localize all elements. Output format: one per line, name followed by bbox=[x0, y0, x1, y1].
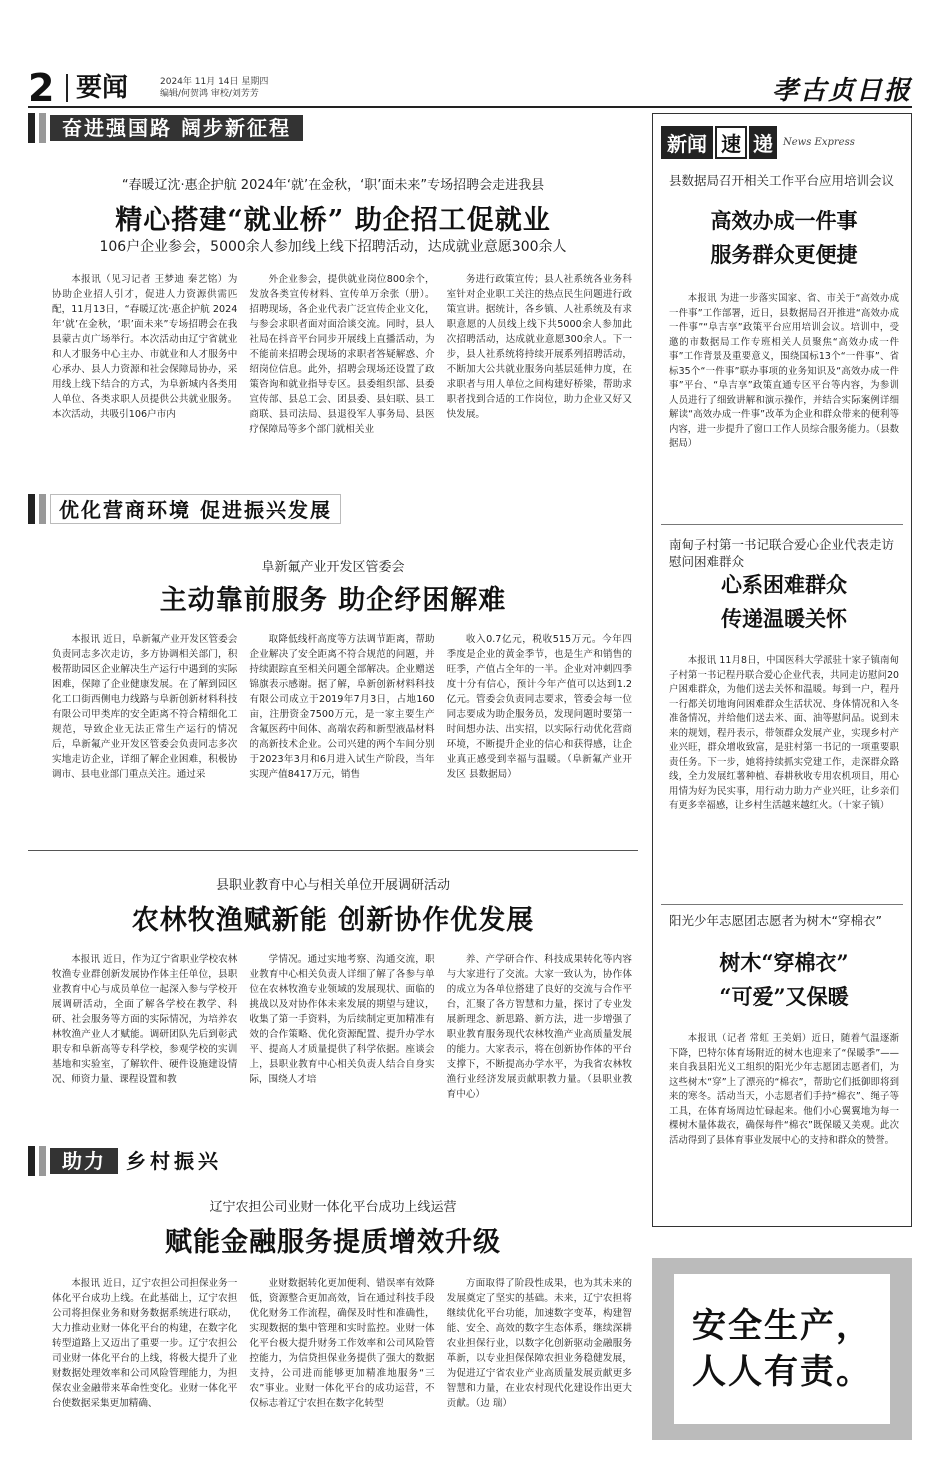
article4-col1 bbox=[52, 1276, 237, 1442]
article1-headline: 精心搭建“就业桥” 助企招工促就业 bbox=[115, 205, 551, 236]
article2-headline: 主动靠前服务 助企纾困解难 bbox=[159, 585, 507, 616]
sidebar-item1-kicker: 县数据局召开相关工作平台应用培训会议 bbox=[669, 173, 895, 188]
paragraph: 业财数据转化更加便利、错误率有效降低，资源整合更加高效，旨在通过科技手段优化财务工作流程，确保及时性和准确性，实现数据的集中管理和实时监控。业财一体化平台极大提升财务工作效率和公司风险管控能力，为信贷担保业务提供了强大的数据支持，公司进而能够更加精准地服务“三农”事业。业财一体化平台的成功运营，不仅标志着辽宁农担在数字化转型 bbox=[249, 1278, 435, 1409]
sidebar-item3-headline1: 树木“穿棉衣” bbox=[719, 950, 849, 975]
paragraph: 取降低线杆高度等方法调节距离，帮助企业解决了安全距离不符合规范的问题，并持续跟踪直至相关问题全部解决。企业赠送锦旗表示感谢。据了解，阜新创新材料科技有限公司成立于2019年7月3日，占地160亩，注册资金7500万元，是一家主要生产含氟医药中间体、高端农药和新型液晶材料的高新技术企业。公司兴建的两个车间分别于2023年3月和6月进入试生产阶段，当年实现产值8417万元，销售 bbox=[249, 634, 435, 780]
banner-bar bbox=[39, 113, 46, 143]
sidebar-item2-headline1: 心系困难群众 bbox=[721, 572, 847, 597]
article4-kicker: 辽宁农担公司业财一体化平台成功上线运营 bbox=[209, 1200, 457, 1215]
article1-kicker: “春暖辽沈·惠企护航 2024年‘就’在金秋，‘职’面未来”专场招聘会走进我县 bbox=[121, 178, 545, 193]
banner-bar bbox=[39, 494, 46, 524]
article4-col3 bbox=[447, 1276, 632, 1442]
paragraph: 收入0.7亿元，税收515万元。今年四季度是企业的黄金季节，也是生产和销售的旺季，产值占全年的一半。企业对冲刺四季度十分有信心，预计今年产值可以达到1.2亿元。管委会负责同志要求，管委会每一位同志要成为助企服务员，发现问题时要第一时间想办法、出实招，以实际行动优化营商环境，不断提升企业的信心和获得感，让企业真正感受到幸福与温暖。（阜新氟产业开发区 县数据局） bbox=[446, 634, 632, 780]
paragraph: 务进行政策宣传；县人社系统各业务科室针对企业职工关注的热点民生问题进行政策宣讲。据统计，各乡镇、人社系统及有求职意愿的人员线上线下共5000余人参加此次招聘活动，达成就业意愿300余人。下一步，县人社系统将持续开展系列招聘活动，不断加大公共就业服务向基层延伸力度，在求职者与用人单位之间构建好桥梁，帮助求职者找到合适的工作岗位，助力企业又好又快发展。 bbox=[446, 274, 632, 420]
article2-kicker: 阜新氟产业开发区管委会 bbox=[261, 560, 405, 575]
banner-bar bbox=[39, 1146, 46, 1176]
paragraph: 本报讯（记者 常虹 王美娟）近日，随着气温逐渐下降，巴特尔体育场附近的树木也迎来了“保暖季”——来自我县阳光义工组织的阳光少年志愿团志愿者们，为这些树木“穿”上了漂亮的“棉衣”，帮助它们抵御即将到来的寒冬。活动当天，小志愿者们手持“棉衣”、绳子等工具，在体育场周边忙碌起来。他们小心翼翼地为每一棵树木量体裁衣，确保每件“棉衣”既保暖又美观。此次活动得到了县体育事业发展中心的支持和群众的赞誉。 bbox=[669, 1033, 899, 1146]
safety-ad bbox=[652, 1258, 912, 1440]
banner-bar bbox=[28, 113, 35, 143]
sidebar-item3-body bbox=[669, 1032, 899, 1220]
editors-text: 编辑/何贺鸿 审校/刘芳芳 bbox=[160, 89, 259, 99]
news-express-sidebar bbox=[652, 113, 912, 1227]
article4-col2 bbox=[249, 1276, 434, 1442]
article1-col2 bbox=[249, 272, 434, 468]
article1-col3 bbox=[447, 272, 632, 468]
paragraph: 外企业参会，提供就业岗位800余个，发放各类宣传材料、宣传单万余张（册）。招聘现场，各企业代表广泛宣传企业文化，与参会求职者面对面洽谈交流。同时，县人社局在抖音平台同步开展线上直播活动，为不能前来招聘会现场的求职者答疑解惑、介绍岗位信息。此外，招聘会现场还设置了政策咨询和就业指导专区。县委组织部、县委宣传部、县总工会、团县委、县妇联、县工商联、县司法局、县退役军人事务局、县医疗保障局等多个部门就相关业 bbox=[249, 274, 435, 435]
article1-deck: 106户企业参会，5000余人参加线上线下招聘活动，达成就业意愿300余人 bbox=[99, 239, 567, 255]
sidebar-item2-body bbox=[669, 654, 899, 894]
sidebar-item1-body bbox=[669, 292, 899, 514]
page-number: 2 bbox=[28, 66, 55, 110]
page-header bbox=[28, 68, 912, 108]
sidebar-header-fast: 速 bbox=[715, 126, 747, 159]
sidebar-header-deliver: 递 bbox=[749, 126, 777, 159]
sidebar-header bbox=[661, 122, 903, 162]
paragraph: 学情况。通过实地考察、沟通交流，职业教育中心相关负责人详细了解了各参与单位在农林牧渔专业领域的发展现状、面临的挑战以及对协作体未来发展的期望与建议，收集了第一手资料，为后续制定更加精准有效的合作策略、优化资源配置、提升办学水平、提高人才质量提供了科学依据。座谈会上，县职业教育中心相关负责人结合自身实际，围绕人才培 bbox=[249, 954, 435, 1085]
article2-col3 bbox=[447, 632, 632, 830]
safety-ad-line1: 安全生产， bbox=[692, 1306, 872, 1346]
section-name: 要闻 bbox=[66, 74, 128, 102]
sidebar-item3-kicker: 阳光少年志愿团志愿者为树木“穿棉衣” bbox=[669, 913, 882, 928]
paragraph: 养、产学研合作、科技成果转化等内容与大家进行了交流。大家一致认为，协作体的成立为各单位搭建了良好的交流与合作平台，汇聚了各方智慧和力量，探讨了专业发展新理念、新思路、新方法，进一步增强了职业教育服务现代农林牧渔产业高质量发展的能力。大家表示，将在创新协作体的平台支撑下，不断提高办学水平，为我省农林牧渔行业经济发展贡献职教力量。（县职业教育中心） bbox=[446, 954, 632, 1100]
paragraph: 本报讯 为进一步落实国家、省、市关于“高效办成一件事”工作部署，近日，县数据局召开推进“高效办成一件事”“阜吉享”政策平台应用培训会议。培训中，受邀的市数据局工作专班相关人员聚焦“高效办成一件事”工作背景及重要意义，围绕国标13个“一件事”、省标35个“一件事”联办事项的业务知识及“高效办成一件事”平台、“阜吉享”政策直通专区平台等内容，为参训人员进行了细致讲解和演示操作，并结合实际案例详细解读“高效办成一件事”改革为企业和群众带来的便利等内容，进一步提升了窗口工作人员综合服务能力。（县数据局） bbox=[669, 293, 899, 449]
article2-col2 bbox=[249, 632, 434, 830]
sidebar-header-english: News Express bbox=[783, 136, 855, 148]
article3-body bbox=[52, 952, 632, 1120]
sidebar-item1-headline2: 服务群众更便捷 bbox=[710, 242, 858, 267]
banner-bar bbox=[28, 1146, 35, 1176]
banner-bar bbox=[28, 494, 35, 524]
article3-kicker: 县职业教育中心与相关单位开展调研活动 bbox=[215, 878, 450, 893]
article3-headline: 农林牧渔赋新能 创新协作优发展 bbox=[131, 905, 535, 936]
article3-col1 bbox=[52, 952, 237, 1120]
sidebar-header-news: 新闻 bbox=[661, 126, 713, 159]
paragraph: 本报讯 11月8日，中国医科大学派驻十家子镇南甸子村第一书记程丹联合爱心企业代表，共同走访慰问20户困难群众，为他们送去关怀和温暖。每到一户，程丹一行都关切地询问困难群众生活状况、身体情况和入冬准备情况，并给他们送去米、面、油等慰问品。说到未来的规划，程丹表示，带领群众发展产业，实现乡村产业兴旺，群众增收致富，是驻村第一书记的一项重要职责任务。下一步，她将持续抓实党建工作，走深群众路线，全力发展红薯种植、春耕秋收专用农机项目，用心用情为好为民实事，用行动力助力产业兴旺，让乡亲们有更多幸福感，让乡村生活越来越红火。（十家子镇） bbox=[669, 655, 899, 811]
safety-ad-line2: 人人有责。 bbox=[692, 1352, 872, 1392]
paragraph: 本报讯 近日，辽宁农担公司担保业务一体化平台成功上线。在此基础上，辽宁农担公司将担保业务和财务数据系统进行联动，大力推动业财一体化平台的构建，在数字化转型道路上又迈出了重要一步。辽宁农担公司业财一体化平台的上线，将极大提升了业财数据处理效率和公司风险管理能力，为担保农业金融带来革命性变化。业财一体化平台使数据采集更加精确、 bbox=[52, 1278, 238, 1409]
divider bbox=[28, 850, 638, 851]
sidebar-divider bbox=[661, 524, 903, 525]
article4-body bbox=[52, 1276, 632, 1442]
banner-text: 优化营商环境 促进振兴发展 bbox=[50, 494, 341, 524]
paragraph: 本报讯 近日，作为辽宁省职业学校农林牧渔专业群创新发展协作体主任单位，县职业教育中心与成员单位一起深入参与学校开展调研活动，全面了解各学校在教学、科研、社会服务等方面的实际情况，为培养农林牧渔产业人才赋能。调研团队先后到彰武职专和阜新高等专科学校，参观学校的实训基地和实验室，了解软件、硬件设施建设情况、师资力量、课程设置和教 bbox=[52, 954, 238, 1085]
sidebar-item2-kicker: 南甸子村第一书记联合爱心企业代表走访慰问困难群众 bbox=[669, 537, 895, 569]
banner-text-a: 助力 bbox=[50, 1148, 118, 1174]
article2-col1 bbox=[52, 632, 237, 830]
sidebar-item2-headline2: 传递温暖关怀 bbox=[721, 606, 847, 631]
banner-text: 奋进强国路 阔步新征程 bbox=[50, 115, 303, 141]
paper-name: 孝古贞日报 bbox=[771, 76, 912, 106]
paragraph: 本报讯（见习记者 王梦迪 秦艺铭）为协助企业招人引才，促进人力资源供需匹配，11月13日，“春暖辽沈·惠企护航 2024年‘就’在金秋，‘职’面未来”专场招聘会在我县蒙古贞广场举行。本次活动由辽宁省就业和人才服务中心主办、市就业和人才服务中心承办、县人力资源和社会保障局协办，采用线上线下结合的方式，为阜新城内各类用人单位、各类求职人员提供公共就业服务。本次活动，共吸引106户市内 bbox=[52, 274, 238, 420]
safety-ad-panel bbox=[674, 1274, 890, 1424]
banner-text-b: 乡村振兴 bbox=[126, 1149, 222, 1173]
paragraph: 方面取得了阶段性成果，也为其未来的发展奠定了坚实的基础。未来，辽宁农担将继续优化平台功能，加速数字变革，构建智能、安全、高效的数字生态体系，继续深耕农业担保行业，以数字化创新驱动金融服务革新，以专业担保保障农担业务稳健发展，为促进辽宁省农业产业高质量发展贡献更多智慧和力量，在业农村现代化建设作出更大贡献。（边 瑞） bbox=[446, 1278, 632, 1409]
article4-headline: 赋能金融服务提质增效升级 bbox=[165, 1227, 501, 1258]
article1-col1 bbox=[52, 272, 237, 468]
banner-striving bbox=[28, 113, 303, 143]
banner-rural bbox=[28, 1146, 230, 1176]
sidebar-item3-headline2: “可爱”又保暖 bbox=[719, 984, 849, 1009]
paragraph: 本报讯 近日，阜新氟产业开发区管委会负责同志多次走访，多方协调相关部门，积极帮助园区企业解决生产运行中遇到的实际困难，保障了企业健康发展。在了解到园区化工口街西侧电力线路与阜新创新材料科技有限公司甲类库的安全距离不符合精细化工规范，导致企业无法正常生产运行的情况后，阜新氟产业开发区管委会负责同志多次实地走访企业，详细了解企业困难，积极协调市、县电业部门重点关注。通过采 bbox=[52, 634, 238, 780]
banner-business bbox=[28, 494, 341, 524]
sidebar-item1-headline1: 高效办成一件事 bbox=[710, 208, 858, 233]
article1-body bbox=[52, 272, 632, 468]
sidebar-divider bbox=[661, 904, 903, 905]
date-line bbox=[160, 76, 268, 100]
article2-body bbox=[52, 632, 632, 830]
article3-col2 bbox=[249, 952, 434, 1120]
article3-col3 bbox=[447, 952, 632, 1120]
date-text: 2024年 11月 14日 星期四 bbox=[160, 77, 269, 87]
